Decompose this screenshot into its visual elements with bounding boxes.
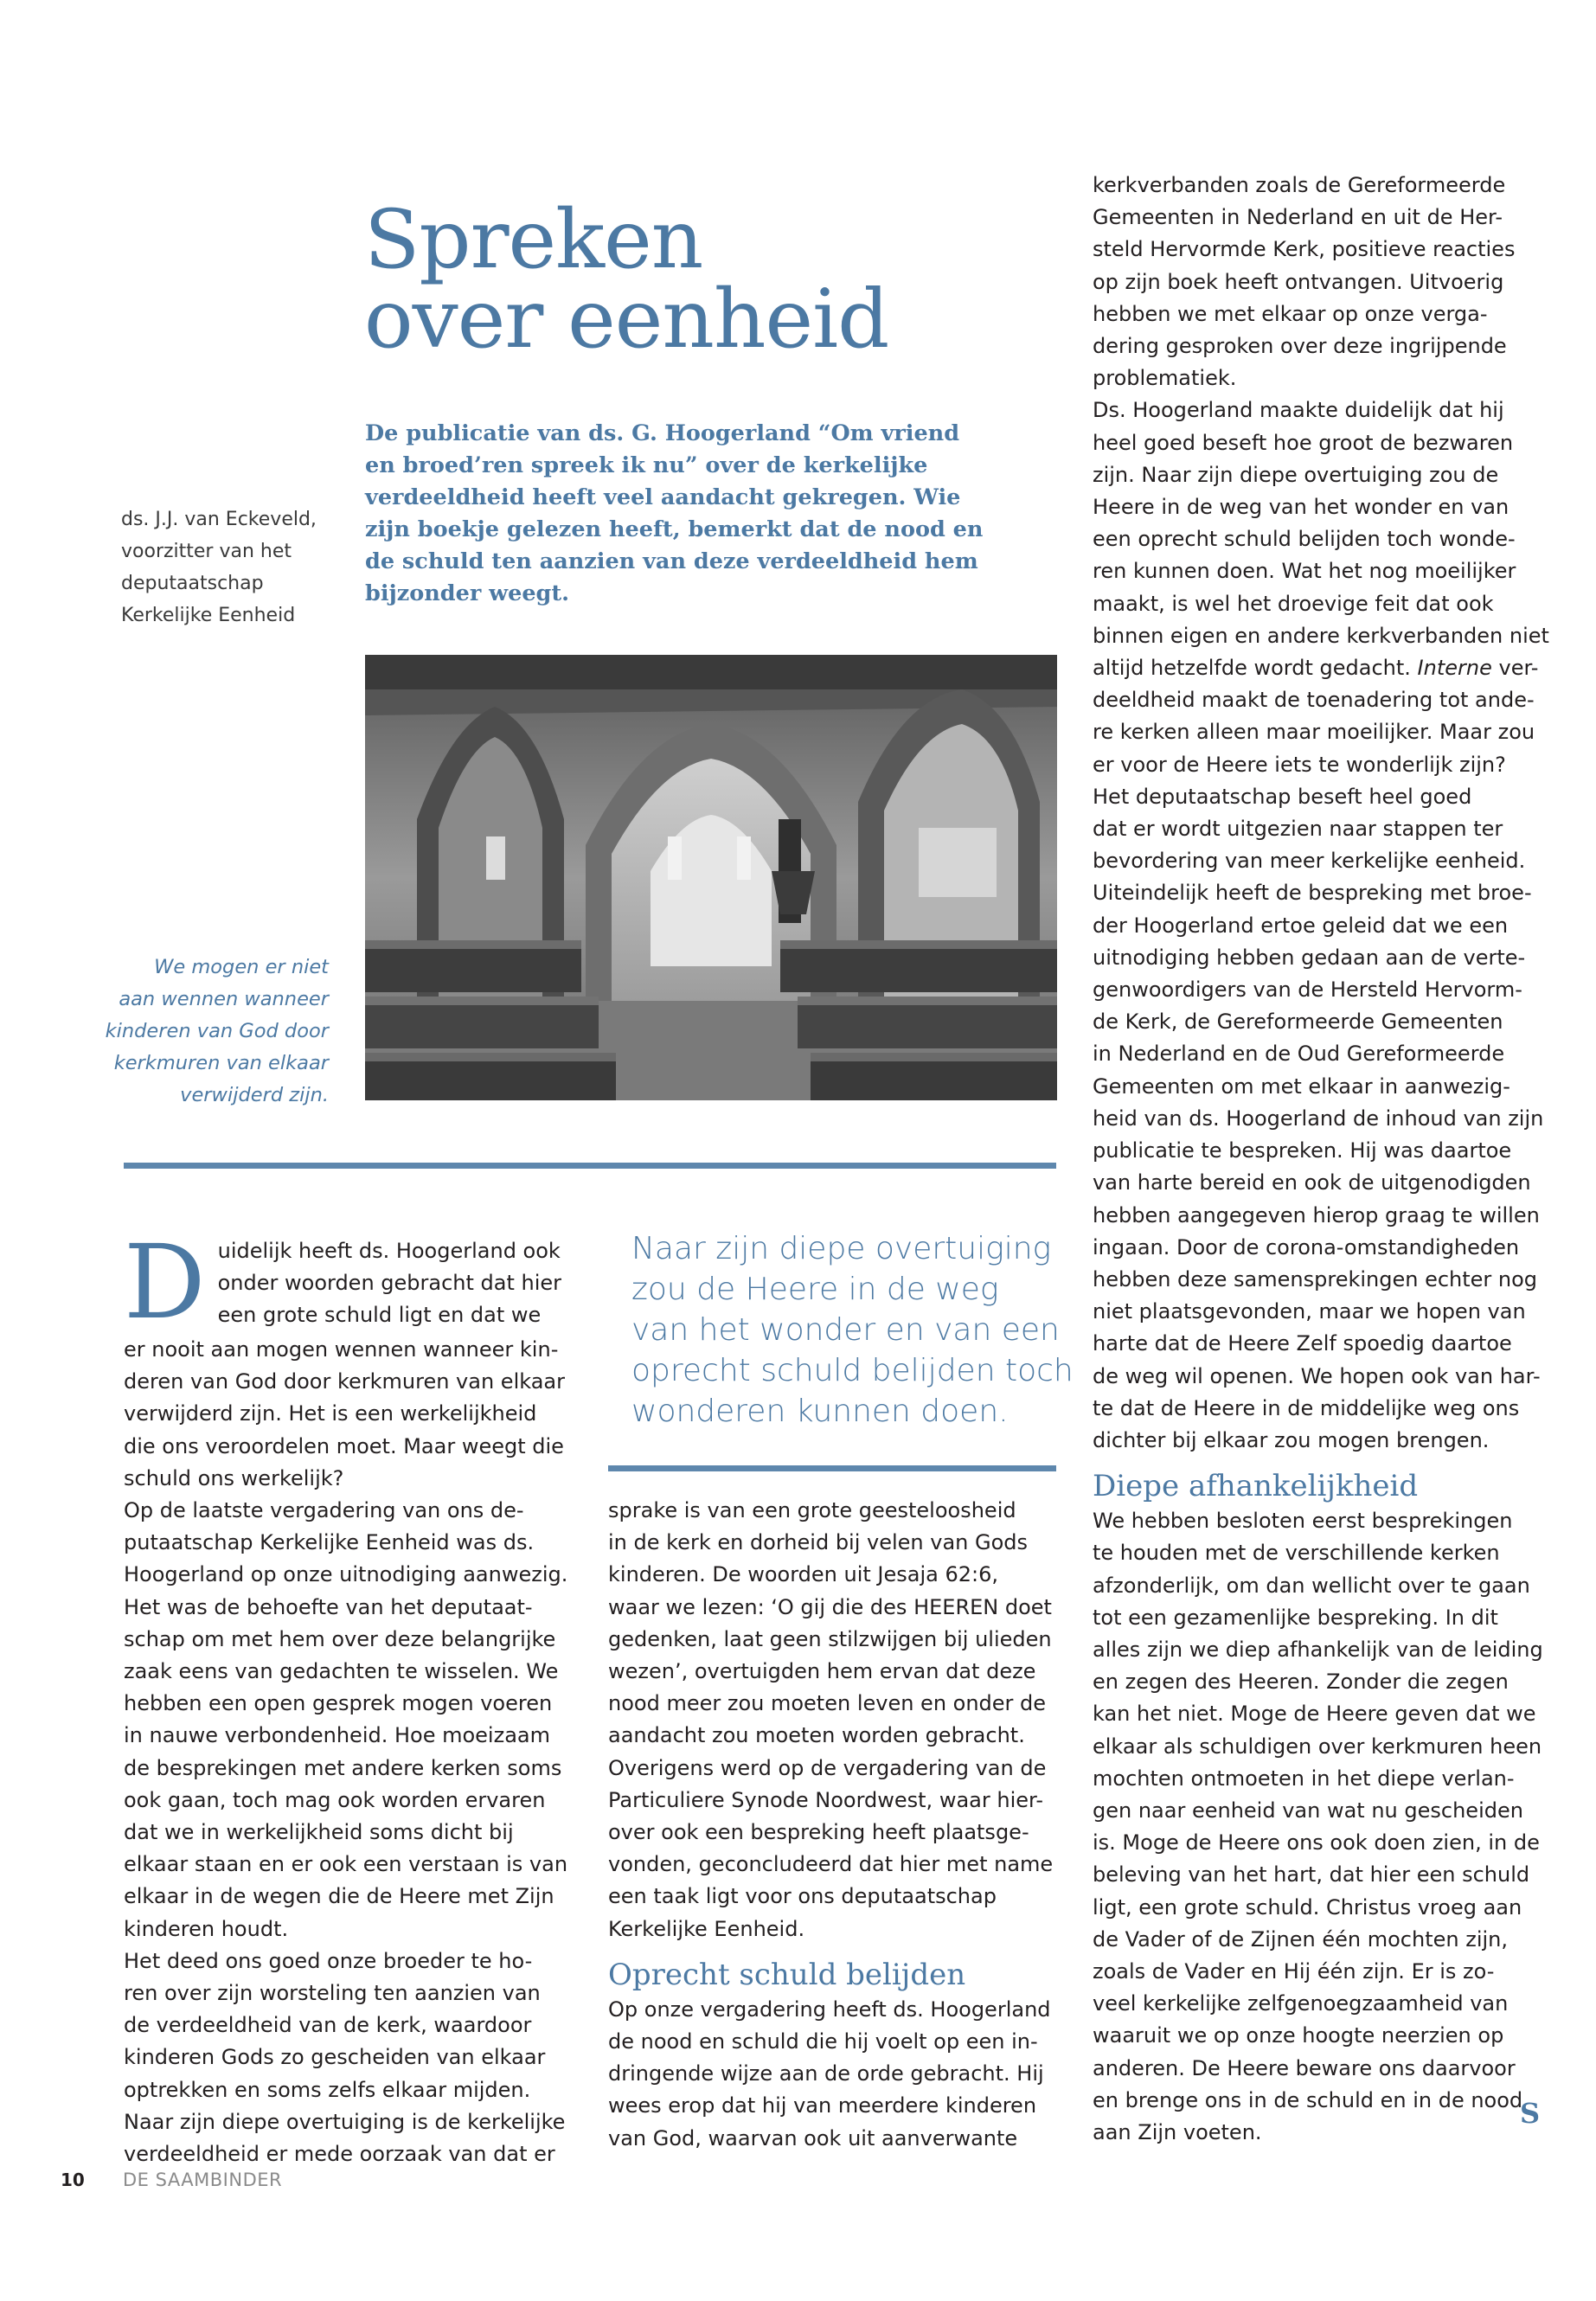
body-line: Het deputaatschap beseft heel goed (1093, 784, 1472, 809)
body-line: dering gesproken over deze ingrijpende (1093, 334, 1507, 359)
title-line: over eenheid (364, 272, 889, 367)
body-line: Gemeenten in Nederland en uit de Her- (1093, 205, 1503, 230)
lead-line: bijzonder weegt. (365, 580, 570, 606)
body-line: hebben deze samensprekingen echter nog (1093, 1266, 1538, 1292)
body-line: op zijn boek heeft ontvangen. Uitvoerig (1093, 269, 1504, 294)
body-line: beleving van het hart, dat hier een schuld (1093, 1862, 1530, 1888)
body-line: Particuliere Synode Noordwest, waar hier- (608, 1787, 1043, 1812)
lead-line: verdeeldheid heeft veel aandacht gekregen. Wie (365, 484, 961, 510)
body-line: Op de laatste vergadering van ons de- (124, 1498, 524, 1523)
body-line: van God, waarvan ook uit aanverwante (608, 2125, 1018, 2150)
body-line: te dat de Heere in de middelijke weg ons (1093, 1395, 1520, 1420)
body-line: wezen’, overtuigden hem ervan dat deze (608, 1659, 1036, 1684)
body-line: Het was de behoefte van het deputaat- (124, 1594, 533, 1619)
body-line: ingaan. Door de corona-omstandigheden (1093, 1234, 1520, 1259)
body-line: van harte bereid en ook de uitgenodigden (1093, 1170, 1531, 1195)
body-line: de verdeeldheid van de kerk, waardoor (124, 2013, 532, 2038)
body-column-2 (608, 1495, 1058, 2155)
body-line: kinderen houdt. (124, 1916, 289, 1941)
lead-line: zijn boekje gelezen heeft, bemerkt dat de nood en (365, 516, 984, 542)
body-line: een grote schuld ligt en dat we (217, 1303, 542, 1328)
pull-quote (631, 1228, 1074, 1432)
body-line: de Vader of de Zijnen één mochten zijn, (1093, 1926, 1508, 1952)
lead-line: en broed’ren spreek ik nu” over de kerkelijke (365, 452, 928, 478)
divider-rule (608, 1465, 1056, 1471)
lead-line: de schuld ten aanzien van deze verdeeldheid hem (365, 548, 978, 574)
body-line: is. Moge de Heere ons ook doen zien, in de (1093, 1830, 1540, 1856)
body-line: en zegen des Heeren. Zonder die zegen (1093, 1670, 1509, 1695)
article-lead (365, 418, 1022, 610)
body-line: kinderen Gods zo gescheiden van elkaar (124, 2045, 546, 2070)
body-line: genwoordigers van de Hersteld Hervorm- (1093, 977, 1522, 1003)
author-line: Kerkelijke Eenheid (121, 605, 296, 626)
body-line: Naar zijn diepe overtuiging is de kerkelijke (124, 2109, 566, 2134)
body-line: alles zijn we diep afhankelijk van de leiding (1093, 1637, 1543, 1662)
body-line: elkaar als schuldigen over kerkmuren heen (1093, 1734, 1542, 1759)
body-line: elkaar in de wegen die de Heere met Zijn (124, 1884, 554, 1909)
body-line: afzonderlijk, om dan wellicht over te gaan (1093, 1573, 1530, 1598)
body-line: zijn. Naar zijn diepe overtuiging zou de (1093, 462, 1499, 487)
body-line-mixed (1093, 652, 1560, 684)
body-line: Kerkelijke Eenheid. (608, 1916, 805, 1941)
body-line: de weg wil openen. We hopen ook van har- (1093, 1363, 1541, 1388)
body-line: schuld ons werkelijk? (124, 1465, 344, 1490)
body-line: vonden, geconcludeerd dat hier met name (608, 1852, 1054, 1877)
body-line: te houden met de verschillende kerken (1093, 1541, 1500, 1566)
body-line: der Hoogerland ertoe geleid dat we een (1093, 913, 1509, 938)
body-line: de besprekingen met andere kerken soms (124, 1755, 562, 1780)
body-line: Overigens werd op de vergadering van de (608, 1755, 1047, 1780)
body-line: in nauwe verbondenheid. Hoe moeizaam (124, 1723, 550, 1748)
body-line: kinderen. De woorden uit Jesaja 62:6, (608, 1562, 999, 1587)
body-line: schap om met hem over deze belangrijke (124, 1626, 556, 1651)
body-line: zaak eens van gedachten te wisselen. We (124, 1659, 559, 1684)
body-column-3 (1093, 170, 1560, 2149)
publication-name: DE SAAMBINDER (123, 2170, 283, 2190)
body-line: heel goed beseft hoe groot de bezwaren (1093, 430, 1514, 455)
body-line: dringende wijze aan de orde gebracht. Hij (608, 2061, 1044, 2086)
body-line: We hebben besloten eerst besprekingen (1093, 1509, 1513, 1534)
body-line: dat er wordt uitgezien naar stappen ter (1093, 817, 1503, 842)
body-line: waar we lezen: ‘O gij die des HEEREN doet (608, 1594, 1052, 1619)
side-quote-line: kinderen van God door (105, 1020, 329, 1042)
emphasis-text: Interne (1417, 656, 1492, 681)
end-mark-icon: S (1520, 2097, 1541, 2130)
body-line: optrekken en soms zelfs elkaar mijden. (124, 2077, 531, 2102)
body-line: kerkverbanden zoals de Gereformeerde (1093, 173, 1506, 197)
body-line: veel kerkelijke zelfgenoegzaamheid van (1093, 1991, 1509, 2016)
side-quote-line: We mogen er niet (154, 956, 329, 978)
body-line: deren van God door kerkmuren van elkaar (124, 1369, 565, 1394)
body-line: hebben een open gesprek mogen voeren (124, 1691, 553, 1716)
body-line: harte dat de Heere Zelf spoedig daartoe (1093, 1331, 1512, 1356)
body-line: ook gaan, toch mag ook worden ervaren (124, 1787, 546, 1812)
body-line: Uiteindelijk heeft de bespreking met broe- (1093, 881, 1532, 906)
body-line: problematiek. (1093, 366, 1237, 391)
body-line: Hoogerland op onze uitnodiging aanwezig. (124, 1562, 568, 1587)
body-line: dichter bij elkaar zou mogen brengen. (1093, 1427, 1490, 1452)
article-title (364, 193, 970, 367)
body-line: en brenge ons in de schuld en in de nood (1093, 2087, 1523, 2112)
body-line: verdeeldheid er mede oorzaak van dat er (124, 2142, 555, 2167)
pull-quote-line: Naar zijn diepe overtuiging (631, 1231, 1052, 1266)
body-line: re kerken alleen maar moeilijker. Maar zou (1093, 720, 1535, 745)
body-line: de nood en schuld die hij voelt op een in- (608, 2029, 1038, 2054)
divider-rule (124, 1163, 1056, 1169)
side-quote-line: kerkmuren van elkaar (113, 1052, 329, 1074)
author-line: ds. J.J. van Eckeveld, (121, 509, 317, 530)
body-line: bevordering van meer kerkelijke eenheid. (1093, 849, 1526, 874)
body-line: die ons veroordelen moet. Maar weegt die (124, 1433, 564, 1458)
body-line: publicatie te bespreken. Hij was daartoe (1093, 1138, 1512, 1163)
body-line: ligt, een grote schuld. Christus vroeg aan (1093, 1894, 1522, 1920)
body-line: gedenken, laat geen stilzwijgen bij ulieden (608, 1626, 1052, 1651)
body-line: Op onze vergadering heeft ds. Hoogerland (608, 1997, 1051, 2022)
body-line: putaatschap Kerkelijke Eenheid was ds. (124, 1530, 535, 1555)
body-line: nood meer zou moeten leven en onder de (608, 1691, 1047, 1716)
subheading: Diepe afhankelijkheid (1093, 1469, 1419, 1504)
body-line: hebben we met elkaar op onze verga- (1093, 301, 1488, 326)
body-line: ren over zijn worsteling ten aanzien van (124, 1981, 541, 2006)
body-line: de Kerk, de Gereformeerde Gemeenten (1093, 1009, 1503, 1035)
body-line: heid van ds. Hoogerland de inhoud van zijn (1093, 1106, 1544, 1131)
body-line: deeldheid maakt de toenadering tot ande- (1093, 688, 1535, 713)
page-number: 10 (61, 2170, 85, 2190)
author-line: voorzitter van het (121, 541, 292, 562)
pull-quote-line: oprecht schuld belijden toch (631, 1353, 1074, 1388)
body-line: tot een gezamenlijke bespreking. In dit (1093, 1605, 1498, 1630)
body-line: er nooit aan mogen wennen wanneer kin- (124, 1337, 559, 1362)
body-line: in Nederland en de Oud Gereformeerde (1093, 1042, 1505, 1067)
body-line: Ds. Hoogerland maakte duidelijk dat hij (1093, 398, 1504, 423)
body-line: sprake is van een grote geesteloosheid (608, 1498, 1016, 1522)
body-line: er voor de Heere iets te wonderlijk zijn? (1093, 752, 1506, 777)
side-quote-line: verwijderd zijn. (180, 1084, 329, 1106)
body-line: Het deed ons goed onze broeder te ho- (124, 1948, 533, 1973)
body-line: aandacht zou moeten worden gebracht. (608, 1723, 1025, 1748)
drop-cap: D (124, 1222, 206, 1342)
body-line: onder woorden gebracht dat hier (217, 1271, 562, 1296)
body-line: dat we in werkelijkheid soms dicht bij (124, 1820, 514, 1845)
pull-quote-line: van het wonder en van een (631, 1312, 1060, 1348)
body-line: steld Hervormde Kerk, positieve reacties (1093, 237, 1516, 262)
body-line: waaruit we op onze hoogte neerzien op (1093, 2023, 1504, 2048)
body-line: maakt, is wel het droevige feit dat ook (1093, 591, 1494, 616)
body-line: mochten ontmoeten in het diepe verlan- (1093, 1766, 1515, 1791)
body-line: in de kerk en dorheid bij velen van Gods (608, 1530, 1029, 1555)
body-column-1 (124, 1222, 574, 2170)
body-line: verwijderd zijn. Het is een werkelijkheid (124, 1401, 537, 1426)
author-byline (121, 503, 337, 631)
side-quote (78, 952, 329, 1112)
body-line: een taak ligt voor ons deputaatschap (608, 1884, 997, 1909)
body-line: Heere in de weg van het wonder en van (1093, 495, 1509, 520)
pull-quote-line: zou de Heere in de weg (631, 1272, 999, 1307)
body-line: ren kunnen doen. Wat het nog moeilijker (1093, 559, 1516, 584)
body-text: altijd hetzelfde wordt gedacht. (1093, 656, 1411, 681)
body-line: binnen eigen en andere kerkverbanden niet (1093, 623, 1549, 648)
body-line: aan Zijn voeten. (1093, 2119, 1262, 2144)
body-line: zoals de Vader en Hij één zijn. Er is zo- (1093, 1958, 1495, 1984)
body-line: hebben aangegeven hierop graag te willen (1093, 1202, 1540, 1227)
title-line: Spreken (364, 193, 703, 287)
author-line: deputaatschap (121, 573, 264, 594)
pull-quote-line: wonderen kunnen doen. (631, 1394, 1009, 1429)
body-line: niet plaatsgevonden, maar we hopen van (1093, 1299, 1526, 1324)
body-line: over ook een bespreking heeft plaatsge- (608, 1820, 1029, 1845)
church-interior-photo (365, 655, 1057, 1100)
body-line: Gemeenten om met elkaar in aanwezig- (1093, 1074, 1510, 1099)
body-line: elkaar staan en er ook een verstaan is van (124, 1852, 568, 1877)
body-line: uitnodiging hebben gedaan aan de verte- (1093, 945, 1526, 970)
body-line: gen naar eenheid van wat nu gescheiden (1093, 1798, 1523, 1823)
body-line: kan het niet. Moge de Heere geven dat we (1093, 1702, 1536, 1727)
lead-line: De publicatie van ds. G. Hoogerland “Om vriend (365, 420, 960, 446)
subheading: Oprecht schuld belijden (608, 1957, 966, 1992)
body-text: ver- (1491, 656, 1539, 681)
body-line: anderen. De Heere beware ons daarvoor (1093, 2055, 1516, 2080)
body-line: wees erop dat hij van meerdere kinderen (608, 2093, 1037, 2118)
side-quote-line: aan wennen wanneer (119, 988, 329, 1010)
body-line: uidelijk heeft ds. Hoogerland ook (217, 1239, 561, 1263)
body-line: een oprecht schuld belijden toch wonde- (1093, 527, 1516, 552)
